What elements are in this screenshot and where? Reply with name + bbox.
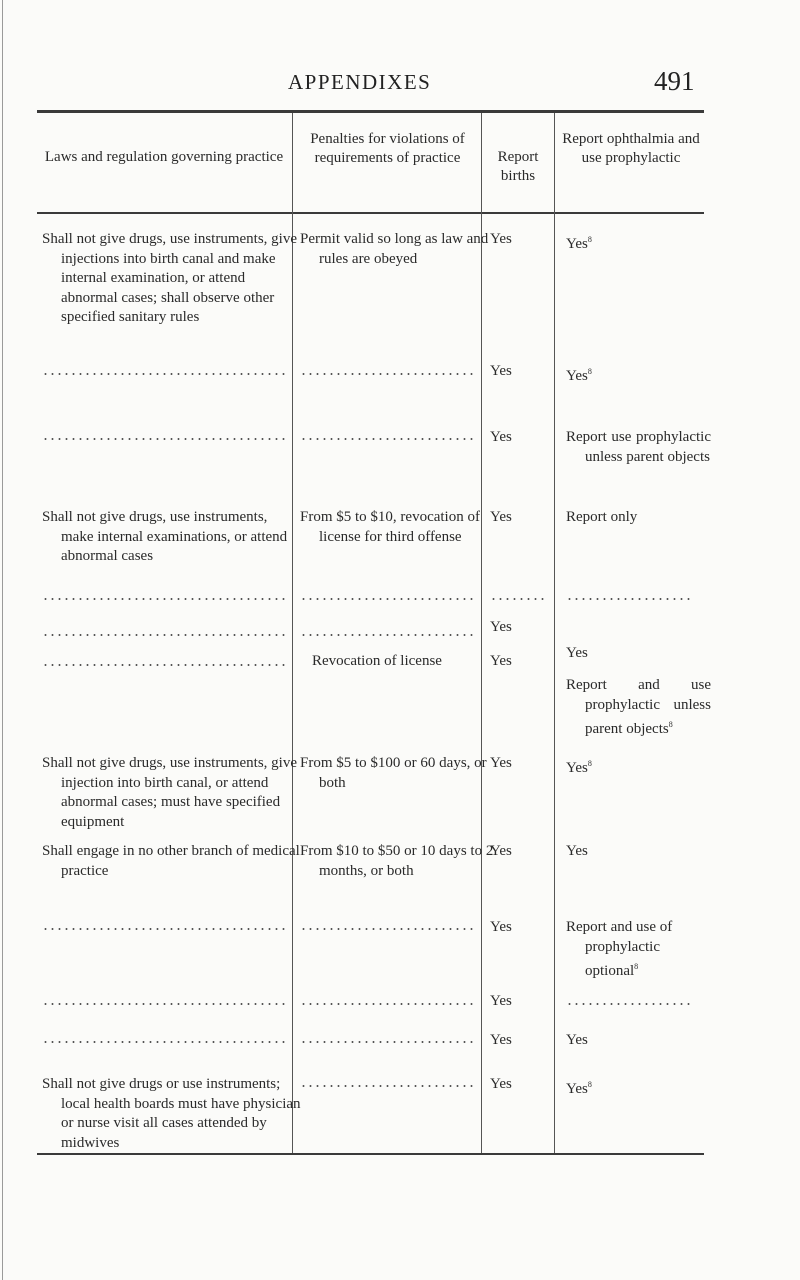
leader-dots — [490, 598, 544, 600]
page-edge-rule — [2, 0, 3, 1280]
ophthalmia-cell: Yes$^8$ — [566, 367, 592, 384]
laws-cell: Shall not give drugs, use instruments, give injections into birth canal and make internal examination, or attend abnormal cases; shall observe other specified sanitary rules — [42, 231, 297, 325]
leader-dots — [42, 438, 286, 440]
births-cell: Yes — [490, 993, 512, 1009]
leader-dots — [300, 928, 476, 930]
table-bottom-rule — [37, 1153, 704, 1155]
laws-cell: Shall not give drugs or use instruments; local health boards must have physician or nurse visit all cases attended by midwives — [42, 1076, 301, 1151]
penalties-cell: Permit valid so long as law and rules are obeyed — [300, 231, 489, 267]
column-header-report-ophthalmia: Report ophthalmia and use prophylactic — [562, 131, 700, 166]
leader-dots — [300, 1085, 476, 1087]
laws-cell: Shall engage in no other branch of medical practice — [42, 843, 300, 879]
births-cell: Yes — [490, 919, 512, 935]
footnote-marker: 8 — [634, 962, 639, 971]
leader-dots — [42, 1041, 286, 1043]
leader-dots — [300, 1041, 476, 1043]
births-cell: Yes — [490, 653, 512, 669]
leader-dots — [566, 1003, 694, 1005]
births-cell: Yes — [490, 231, 512, 247]
page-number: 491 — [654, 66, 695, 96]
laws-cell: Shall not give drugs, use instruments, give injection into birth canal, or attend abnormal cases; must have specified equipment — [42, 755, 297, 830]
ophthalmia-cell: Report use prophylactic unless parent objects — [566, 429, 711, 465]
leader-dots — [300, 634, 476, 636]
ophthalmia-cell: Yes — [566, 843, 588, 859]
leader-dots — [300, 438, 476, 440]
footnote-marker: 8 — [587, 759, 592, 768]
ophthalmia-cell: Yes$^8$ — [566, 1080, 592, 1097]
births-cell: Yes — [490, 843, 512, 859]
births-cell: Yes — [490, 619, 512, 635]
page-header — [0, 66, 800, 102]
ophthalmia-cell: Report only — [566, 509, 638, 525]
leader-dots — [42, 373, 286, 375]
births-cell: Yes — [490, 429, 512, 445]
births-cell: Yes — [490, 755, 512, 771]
table-top-rule — [37, 110, 704, 113]
leader-dots — [300, 598, 476, 600]
column-header-report-births: Report births — [497, 149, 539, 184]
leader-dots — [300, 1003, 476, 1005]
column-header-laws: Laws and regulation governing practice — [44, 149, 284, 165]
leader-dots — [42, 634, 286, 636]
births-cell: Yes — [490, 1032, 512, 1048]
footnote-marker: 8 — [587, 367, 592, 376]
births-cell: Yes — [490, 1076, 512, 1092]
penalties-cell: From $5 to $10, revocation of license for third offense — [300, 509, 480, 545]
leader-dots — [42, 928, 286, 930]
footnote-marker: 8 — [587, 235, 592, 244]
births-cell: Yes — [490, 509, 512, 525]
running-title: APPENDIXES — [288, 70, 432, 94]
penalties-cell: From $10 to $50 or 10 days to 2 months, or both — [300, 843, 494, 879]
footnote-marker: 8 — [668, 720, 673, 729]
footnote-marker: 8 — [587, 1080, 592, 1089]
penalties-cell: Revocation of license — [312, 653, 442, 669]
ophthalmia-cell: Report and use of prophylactic optional$^8$ — [566, 919, 673, 979]
column-header-penalties: Penalties for violations of requirements of practice — [310, 131, 465, 166]
ophthalmia-cell: Yes — [566, 1032, 588, 1048]
column-divider — [481, 113, 482, 1153]
births-cell: Yes — [490, 363, 512, 379]
leader-dots — [566, 598, 694, 600]
leader-dots — [42, 664, 286, 666]
ophthalmia-cell: Yes — [566, 645, 588, 661]
column-divider — [554, 113, 555, 1153]
ophthalmia-cell: Yes$^8$ — [566, 759, 592, 776]
laws-cell: Shall not give drugs, use instruments, make internal examinations, or attend abnormal cases — [42, 509, 288, 564]
leader-dots — [300, 373, 476, 375]
leader-dots — [42, 598, 286, 600]
table-header-rule — [37, 212, 704, 214]
penalties-cell: From $5 to $100 or 60 days, or both — [300, 755, 487, 791]
ophthalmia-cell: Report and use prophylactic unless parent objects$^8$ — [566, 677, 711, 737]
ophthalmia-cell: Yes$^8$ — [566, 235, 592, 252]
leader-dots — [42, 1003, 286, 1005]
